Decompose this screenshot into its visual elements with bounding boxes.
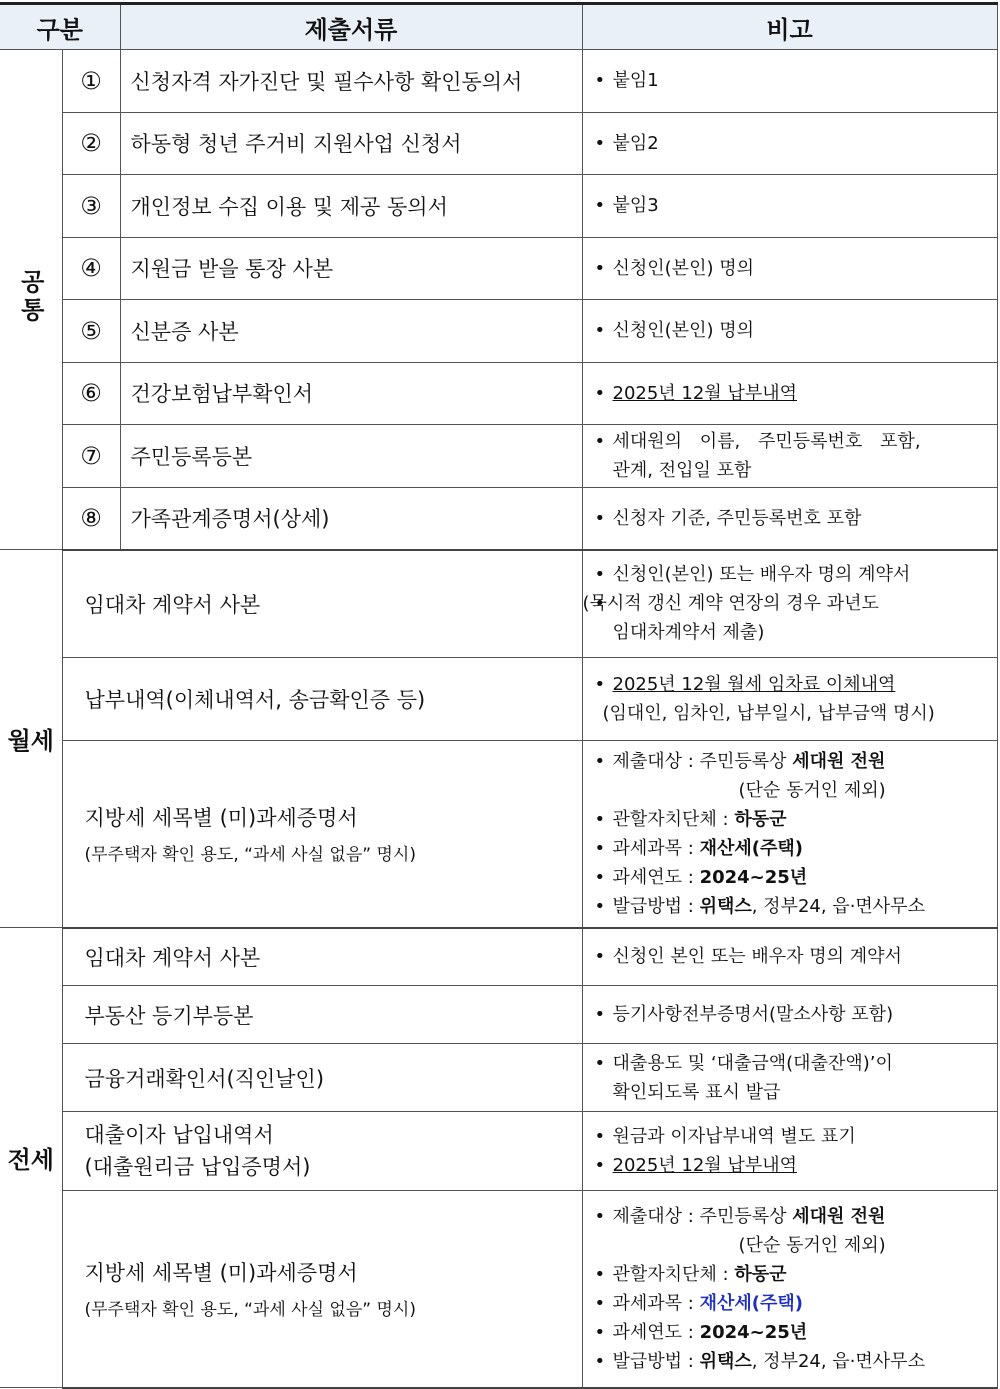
note-text: (단순 동거인 제외) bbox=[738, 779, 886, 801]
note-item: 확인되도록 표시 발급 bbox=[612, 1081, 781, 1103]
note-label: 발급방법 : bbox=[612, 895, 700, 917]
note-item: • 2025년 12월 납부내역 bbox=[593, 379, 997, 408]
doc-cell: 가족관계증명서(상세) bbox=[120, 487, 582, 550]
note-item: • 2025년 12월 납부내역 bbox=[593, 1151, 997, 1180]
doc-cell: 지원금 받을 통장 사본 bbox=[120, 237, 582, 300]
category-jeonse: 전세 bbox=[0, 928, 62, 1388]
note-cell bbox=[582, 362, 997, 425]
doc-title-2: (대출원리금 납입증명서) bbox=[84, 1155, 311, 1179]
note-item bbox=[593, 1260, 997, 1289]
header-documents: 제출서류 bbox=[120, 4, 582, 50]
note-cell bbox=[582, 1191, 997, 1388]
note-item bbox=[593, 747, 997, 776]
doc-cell: 임대차 계약서 사본 bbox=[62, 928, 582, 986]
note-value: 세대원 전원 bbox=[792, 750, 886, 772]
note-label: 발급방법 : bbox=[612, 1350, 700, 1372]
note-cell bbox=[582, 928, 997, 986]
note-item bbox=[593, 1318, 997, 1347]
table-row bbox=[0, 1044, 997, 1112]
note-cell bbox=[582, 658, 997, 741]
note-label: 제출대상 : 주민등록상 bbox=[612, 1205, 793, 1227]
table-row bbox=[0, 1191, 997, 1388]
note-text: (단순 동거인 제외) bbox=[738, 1234, 886, 1256]
note-item: • 신청인(본인) 또는 배우자 명의 계약서 bbox=[593, 560, 997, 589]
table-row bbox=[0, 658, 997, 741]
note-cell bbox=[582, 986, 997, 1044]
note-cell bbox=[582, 550, 997, 658]
note-cell bbox=[582, 50, 997, 113]
note-cell bbox=[582, 1044, 997, 1112]
item-number: ② bbox=[62, 112, 120, 175]
note-cell bbox=[582, 175, 997, 238]
note-value: 세대원 전원 bbox=[792, 1205, 886, 1227]
note-item: • 붙임2 bbox=[593, 129, 997, 158]
table-header bbox=[0, 4, 997, 50]
doc-title: 지방세 세목별 (미)과세증명서 bbox=[84, 806, 358, 831]
note-label: 관할자치단체 : bbox=[612, 808, 735, 830]
doc-cell: 신청자격 자가진단 및 필수사항 확인동의서 bbox=[120, 50, 582, 113]
item-number: ⑤ bbox=[62, 300, 120, 363]
note-text: 임대차계약서 제출) bbox=[612, 622, 765, 644]
note-cell bbox=[582, 1112, 997, 1191]
header-category: 구분 bbox=[0, 4, 120, 50]
note-cell bbox=[582, 425, 997, 488]
note-value: 위택스 bbox=[699, 895, 752, 917]
table-row bbox=[0, 550, 997, 658]
table-row bbox=[0, 487, 997, 550]
doc-cell: 개인정보 수집 이용 및 제공 동의서 bbox=[120, 175, 582, 238]
note-item bbox=[593, 863, 997, 892]
table-row bbox=[0, 741, 997, 928]
note-text: , 정부24, 읍·면사무소 bbox=[751, 895, 925, 917]
note-cell bbox=[582, 237, 997, 300]
note-label: 제출대상 : 주민등록상 bbox=[612, 750, 793, 772]
table-row bbox=[0, 237, 997, 300]
note-value: 2024~25년 bbox=[699, 1321, 808, 1343]
category-label: 공통 bbox=[16, 268, 45, 325]
doc-cell: 건강보험납부확인서 bbox=[120, 362, 582, 425]
doc-cell bbox=[62, 1191, 582, 1388]
item-number: ③ bbox=[62, 175, 120, 238]
note-item: • 등기사항전부증명서(말소사항 포함) bbox=[593, 1000, 997, 1029]
table-row bbox=[0, 928, 997, 986]
note-item bbox=[593, 1202, 997, 1231]
note-value: 2024~25년 bbox=[699, 866, 808, 888]
note-item bbox=[593, 1231, 997, 1260]
note-item: • 신청인(본인) 명의 bbox=[593, 316, 997, 345]
table-row bbox=[0, 425, 997, 488]
note-value: 하동군 bbox=[734, 808, 787, 830]
category-monthly: 월세 bbox=[0, 550, 62, 928]
table-row bbox=[0, 986, 997, 1044]
note-item: (임대인, 임차인, 납부일시, 납부금액 명시) bbox=[602, 703, 935, 724]
item-number: ④ bbox=[62, 237, 120, 300]
doc-cell: 주민등록등본 bbox=[120, 425, 582, 488]
note-item bbox=[593, 805, 997, 834]
note-item: • 붙임3 bbox=[593, 191, 997, 220]
doc-subtitle: (무주택자 확인 용도, “과세 사실 없음” 명시) bbox=[84, 1300, 416, 1321]
note-item bbox=[593, 776, 997, 805]
note-cell bbox=[582, 487, 997, 550]
note-item: • 원금과 이자납부내역 별도 표기 bbox=[593, 1122, 997, 1151]
item-number: ⑦ bbox=[62, 425, 120, 488]
table-row bbox=[0, 362, 997, 425]
note-value: 재산세(주택) bbox=[699, 837, 803, 859]
table-row bbox=[0, 50, 997, 113]
doc-cell: 임대차 계약서 사본 bbox=[62, 550, 582, 658]
doc-subtitle: (무주택자 확인 용도, “과세 사실 없음” 명시) bbox=[84, 845, 416, 866]
doc-title: 지방세 세목별 (미)과세증명서 bbox=[84, 1261, 358, 1286]
document-requirements-table bbox=[0, 2, 998, 1389]
item-number: ⑥ bbox=[62, 362, 120, 425]
note-item: • 신청인(본인) 명의 bbox=[593, 254, 997, 283]
note-item bbox=[593, 1289, 997, 1318]
doc-cell: 납부내역(이체내역서, 송금확인증 등) bbox=[62, 658, 582, 741]
doc-cell: 신분증 사본 bbox=[120, 300, 582, 363]
doc-title: 대출이자 납입내역서 bbox=[84, 1123, 274, 1147]
table-row bbox=[0, 112, 997, 175]
note-value: 재산세(주택) bbox=[699, 1292, 803, 1314]
note-label: 과세연도 : bbox=[612, 866, 700, 888]
note-cell bbox=[582, 112, 997, 175]
note-item: • 대출용도 및 ‘대출금액(대출잔액)’이 bbox=[593, 1049, 997, 1078]
doc-cell bbox=[62, 1112, 582, 1191]
item-number: ⑧ bbox=[62, 487, 120, 550]
table-row bbox=[0, 175, 997, 238]
note-value: 위택스 bbox=[699, 1350, 752, 1372]
note-label: 관할자치단체 : bbox=[612, 1263, 735, 1285]
note-item bbox=[593, 834, 997, 863]
doc-cell: 금융거래확인서(직인날인) bbox=[62, 1044, 582, 1112]
note-item: • 신청인 본인 또는 배우자 명의 계약서 bbox=[593, 942, 997, 971]
note-cell bbox=[582, 741, 997, 928]
note-label: 과세과목 : bbox=[612, 1292, 700, 1314]
note-item: 관계, 전입일 포함 bbox=[612, 459, 752, 481]
category-common bbox=[0, 50, 62, 550]
header-remarks: 비고 bbox=[582, 4, 997, 50]
note-text: • (묵시적 갱신 계약 연장의 경우 과년도 bbox=[582, 593, 879, 615]
note-item bbox=[593, 892, 997, 921]
table-row bbox=[0, 300, 997, 363]
note-label: 과세연도 : bbox=[612, 1321, 700, 1343]
note-item bbox=[582, 589, 997, 618]
note-cell bbox=[582, 300, 997, 363]
note-text: , 정부24, 읍·면사무소 bbox=[751, 1350, 925, 1372]
note-item: • 2025년 12월 월세 임차료 이체내역 bbox=[593, 670, 997, 699]
item-number: ① bbox=[62, 50, 120, 113]
doc-cell: 부동산 등기부등본 bbox=[62, 986, 582, 1044]
doc-cell bbox=[62, 741, 582, 928]
table-row bbox=[0, 1112, 997, 1191]
note-value: 하동군 bbox=[734, 1263, 787, 1285]
note-label: 과세과목 : bbox=[612, 837, 700, 859]
note-item bbox=[593, 618, 997, 647]
note-item: • 신청자 기준, 주민등록번호 포함 bbox=[593, 504, 997, 533]
note-item bbox=[593, 1347, 997, 1376]
note-item: • 세대원의 이름, 주민등록번호 포함, bbox=[593, 427, 997, 456]
doc-cell: 하동형 청년 주거비 지원사업 신청서 bbox=[120, 112, 582, 175]
note-item: • 붙임1 bbox=[593, 66, 997, 95]
